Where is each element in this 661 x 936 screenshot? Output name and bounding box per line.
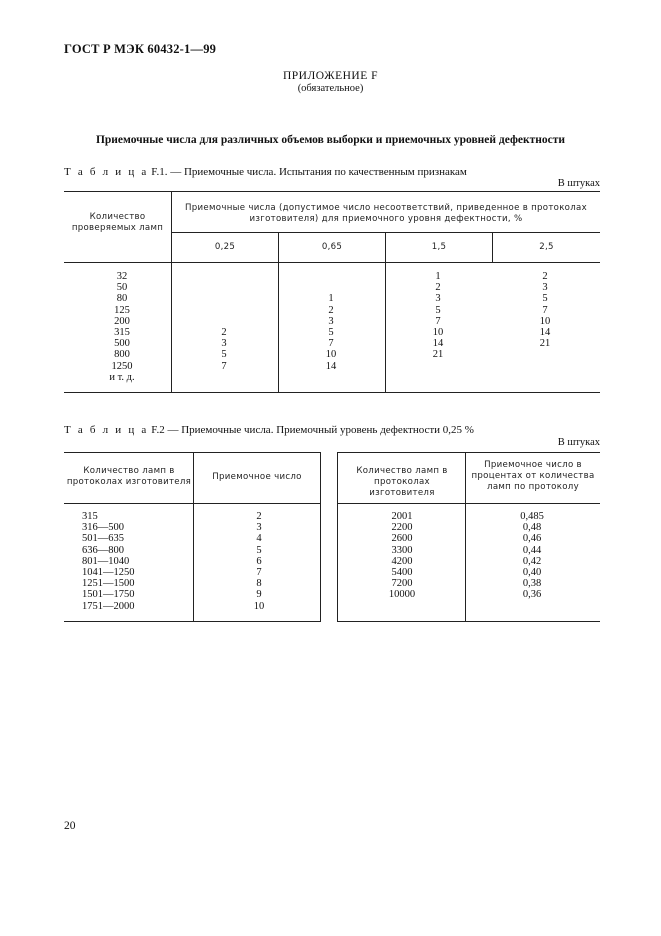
appendix-title: ПРИЛОЖЕНИЕ F — [282, 70, 379, 82]
table1-cell: 10 — [432, 326, 444, 338]
table1-group-header: Приемочные числа (допустимое число несоответствий, приведенное в протоколах изготовителя) для приемочного уровня дефектности, % — [185, 203, 587, 224]
table2-cell: 2001 — [391, 511, 413, 522]
table1-cell — [204, 372, 244, 383]
table2-cell: 10 — [253, 600, 265, 612]
table1-level-header: 2,5 — [539, 242, 554, 252]
table1-column-065 — [311, 271, 351, 383]
table1-cell — [311, 282, 351, 293]
table1-cell: и т. д. — [109, 371, 135, 383]
table1-cell — [204, 271, 244, 282]
table1-cell: 2 — [221, 326, 227, 338]
table1-cell: 5 — [435, 304, 441, 316]
table2-caption-prefix: Т а б л и ц а — [64, 424, 149, 436]
table1-cell — [204, 316, 244, 327]
table2-cell: 1751—2000 — [82, 600, 135, 612]
table1-caption-text: F.1. — Приемочные числа. Испытания по качественным признакам — [151, 166, 467, 178]
table1-cell: 3 — [221, 338, 227, 350]
table2-cell: 501—635 — [82, 533, 124, 545]
table2-cell: 4200 — [391, 555, 413, 567]
table2-right-percent-header: Приемочное число в процентах от количества ламп по протоколу — [471, 460, 595, 492]
table1-cell: 21 — [432, 349, 444, 361]
table2-left-acceptance-header: Приемочное число — [212, 472, 302, 482]
table1-column-15 — [418, 271, 458, 383]
table1-cell: 2 — [542, 271, 548, 282]
table2-cell: 1251—1500 — [82, 578, 135, 590]
table1-cell: 1 — [435, 271, 441, 282]
table2-cell: 10000 — [388, 589, 416, 601]
table2-caption — [64, 424, 474, 436]
table2-right — [337, 452, 600, 622]
table1-cell: 7 — [435, 315, 441, 327]
table2-cell: 1041—1250 — [82, 566, 135, 578]
table1-cell: 50 — [116, 282, 128, 294]
table1-cell: 14 — [325, 360, 337, 372]
table1-cell: 800 — [114, 349, 130, 361]
table1-cell: 5 — [542, 293, 548, 305]
table1-cell — [418, 361, 458, 372]
table1-cell: 500 — [114, 338, 130, 350]
table1-cell: 2 — [435, 282, 441, 294]
table2-cell: 0,48 — [522, 522, 542, 534]
table2-left-quantity-header: Количество ламп в протоколах изготовителя — [66, 466, 192, 487]
table2-cell: 6 — [256, 555, 262, 567]
table2-cell: 0,40 — [522, 566, 542, 578]
table2-cell: 0,38 — [522, 578, 542, 590]
table2-cell: 7 — [256, 566, 262, 578]
table1-cell: 7 — [221, 360, 227, 372]
table1-cell: 7 — [328, 338, 334, 350]
page-number: 20 — [64, 820, 76, 832]
table1-cell: 125 — [114, 304, 130, 316]
table2-cell: 5 — [256, 544, 262, 556]
table1-cell: 14 — [539, 326, 551, 338]
table1-cell: 21 — [539, 338, 551, 350]
table2-units: В штуках — [557, 437, 600, 448]
table1-cell: 3 — [542, 282, 548, 294]
table2-cell: 3 — [256, 522, 262, 534]
table2-cell: 4 — [256, 533, 262, 545]
table1-cell — [525, 361, 565, 372]
table1-cell: 10 — [539, 315, 551, 327]
table1-cell: 200 — [114, 315, 130, 327]
table1-cell — [311, 271, 351, 282]
table2-right-percent-column — [507, 511, 557, 601]
table2-left-acceptance-column — [234, 511, 284, 612]
table2-caption-text: F.2 — Приемочные числа. Приемочный уровень дефектности 0,25 % — [151, 424, 474, 436]
table1-cell: 3 — [435, 293, 441, 305]
table2-cell: 8 — [256, 578, 262, 590]
table2-cell: 315 — [82, 511, 98, 522]
table1-cell — [204, 293, 244, 304]
table1-caption-prefix: Т а б л и ц а — [64, 166, 149, 178]
table2-cell: 3300 — [391, 544, 413, 556]
table2-cell: 5400 — [391, 566, 413, 578]
table1-cell: 32 — [116, 271, 128, 282]
table1-cell: 3 — [328, 315, 334, 327]
table2-cell: 2600 — [391, 533, 413, 545]
table1 — [64, 191, 600, 393]
table2-cell: 636—800 — [82, 544, 124, 556]
table1-cell: 5 — [221, 349, 227, 361]
table2-cell: 2 — [256, 511, 262, 522]
table1-units: В штуках — [557, 178, 600, 189]
table2-right-quantity-column — [377, 511, 427, 601]
appendix-subtitle: (обязательное) — [297, 83, 364, 94]
table2-right-quantity-header: Количество ламп в протоколах изготовителя — [356, 466, 448, 498]
document-header: ГОСТ Р МЭК 60432-1—99 — [64, 42, 217, 56]
table2-left-quantity-column — [82, 511, 182, 612]
table2-cell: 0,485 — [520, 511, 544, 522]
table1-cell — [418, 372, 458, 383]
table1-cell — [525, 372, 565, 383]
table2-cell: 0,42 — [522, 555, 542, 567]
table1-quantity-column — [94, 271, 150, 383]
table1-column-25 — [525, 271, 565, 383]
table1-cell: 7 — [542, 304, 548, 316]
table1-level-header: 0,25 — [214, 242, 236, 252]
table1-cell — [204, 282, 244, 293]
table1-cell: 1 — [328, 293, 334, 305]
table2-cell: 9 — [256, 589, 262, 601]
table1-cell — [311, 372, 351, 383]
table2-cell: 801—1040 — [82, 555, 130, 567]
table1-caption — [64, 166, 467, 178]
table1-cell — [204, 305, 244, 316]
table1-cell: 14 — [432, 338, 444, 350]
table2-cell: 0,46 — [522, 533, 542, 545]
table1-level-header: 1,5 — [431, 242, 447, 252]
table2-cell: 1501—1750 — [82, 589, 135, 601]
table2-cell: 0,44 — [522, 544, 542, 556]
table1-cell: 80 — [116, 293, 128, 305]
table1-cell: 5 — [328, 326, 334, 338]
table2-cell: 316—500 — [82, 522, 124, 534]
table1-level-header: 0,65 — [321, 242, 343, 252]
table2-cell: 0,36 — [522, 589, 542, 601]
table2-left — [64, 452, 321, 622]
table1-cell — [525, 349, 565, 360]
table1-cell: 315 — [114, 326, 130, 338]
table1-cell: 2 — [328, 304, 334, 316]
section-title: Приемочные числа для различных объемов выборки и приемочных уровней дефектности — [95, 134, 566, 146]
table2-cell: 7200 — [391, 578, 413, 590]
table1-cell: 1250 — [111, 360, 133, 372]
table1-col-quantity-header: Количество проверяемых ламп — [71, 212, 164, 233]
table1-cell: 10 — [325, 349, 337, 361]
table1-column-025 — [204, 271, 244, 383]
table2-cell: 2200 — [391, 522, 413, 534]
